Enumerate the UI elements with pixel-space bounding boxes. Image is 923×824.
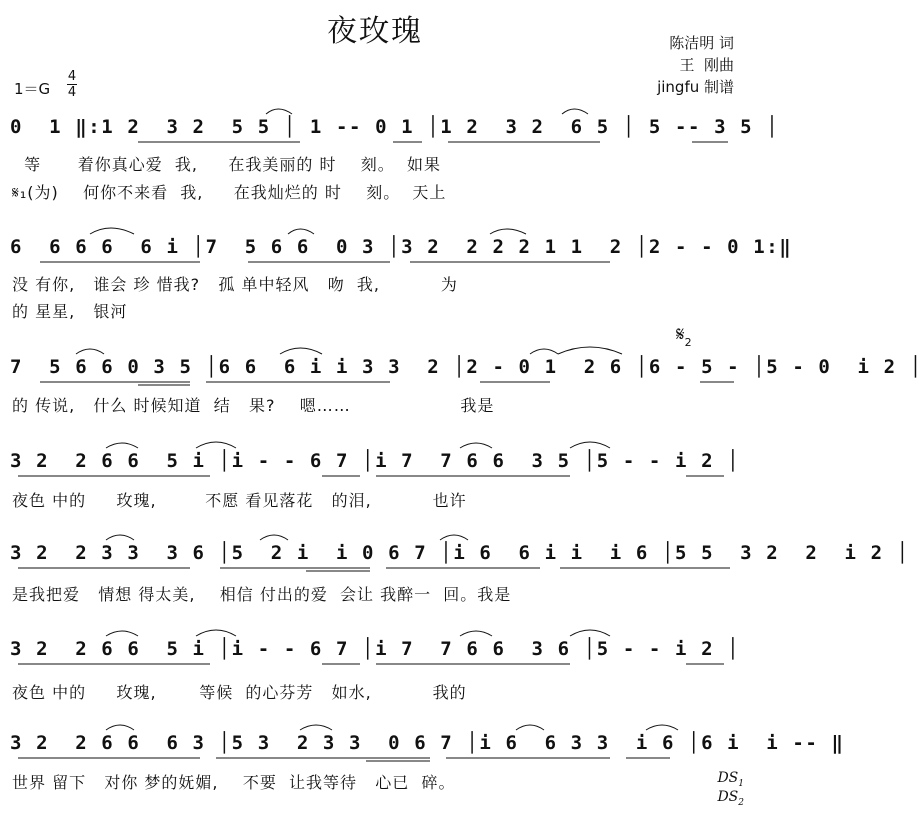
lyrics-row-4-verse-1: 夜色 中的 玫瑰, 不愿 看见落花 的泪, 也许 [12, 491, 467, 510]
notes-row-6: 3 2 2 6 6 5 i │i - - 6 7 │i 7 7 6 6 3 6 │5 - - i 2 │ [10, 638, 741, 660]
transcriber-credit: jingfu 制谱 [657, 78, 734, 96]
notes-row-1: 0 1 ‖:1 2 3 2 5 5 │ 1 -- 0 1 │1 2 3 2 6 5 │ 5 -- 3 5 │ [10, 116, 780, 138]
lyrics-row-5-verse-1: 是我把爱 情想 得太美, 相信 付出的爱 会让 我醉一 回。我是 [12, 585, 512, 604]
notation-row-1 [10, 106, 780, 146]
notes-row-3: 7 5 6 6 0 3 5 │6 6 6 i i 3 3 2 │2 - 0 1 2 6 │6 - 5 - │5 - 0 i 2 │ [10, 356, 923, 378]
lyrics-row-6-verse-1: 夜色 中的 玫瑰, 等候 的心芬芳 如水, 我的 [12, 683, 467, 702]
notes-row-7: 3 2 2 6 6 6 3 │5 3 2 3 3 0 6 7 │i 6 6 3 3 i 6 │6 i i -- ‖ [10, 732, 845, 754]
lyrics-row-3-verse-1: 的 传说, 什么 时候知道 结 果? 嗯…… 我是 [12, 396, 495, 415]
notation-row-7 [10, 722, 845, 762]
key-signature: 1＝G [14, 80, 51, 98]
notation-row-3 [10, 346, 923, 386]
notation-row-5 [10, 532, 910, 572]
time-signature [67, 70, 77, 99]
lyrics-row-2-verse-2: 的 星星, 银河 [12, 302, 128, 321]
notation-row-6 [10, 628, 740, 668]
time-signature-top: 4 [67, 69, 77, 84]
lyrics-row-1-verse-1: 等 着你真心爱 我, 在我美丽的 时 刻。 如果 [12, 155, 441, 174]
notes-row-2: 6 6 6 6 6 i │7 5 6 6 0 3 │3 2 2 2 2 1 1 2 │2 - - 0 1:‖ [10, 236, 793, 258]
notes-row-4: 3 2 2 6 6 5 i │i - - 6 7 │i 7 7 6 6 3 5 │5 - - i 2 │ [10, 450, 741, 472]
composer-credit: 王 刚曲 [679, 56, 734, 74]
notation-row-4 [10, 440, 740, 480]
lyrics-row-1-verse-2: 𝄋₁(为) 何你不来看 我, 在我灿烂的 时 刻。 天上 [12, 183, 447, 202]
dal-segno-2: $DS_2$ [717, 789, 744, 808]
lyricist-credit: 陈洁明 词 [669, 34, 734, 52]
segno-2-mark: $𝄋_2$ [676, 322, 692, 349]
time-signature-bottom: 4 [67, 85, 77, 100]
notes-row-5: 3 2 2 3 3 3 6 │5 2 i i 0 6 7 │i 6 6 i i i 6 │5 5 3 2 2 i 2 │ [10, 542, 910, 564]
lyrics-row-2-verse-1: 没 有你, 谁会 珍 惜我? 孤 单中轻风 吻 我, 为 [12, 275, 458, 294]
notation-row-2 [10, 226, 793, 266]
dal-segno-1: $DS_1$ [717, 770, 744, 789]
lyrics-row-7-verse-1: 世界 留下 对你 梦的妩媚, 不要 让我等待 心已 碎。 [12, 773, 456, 792]
song-title: 夜玫瑰 [327, 14, 423, 49]
